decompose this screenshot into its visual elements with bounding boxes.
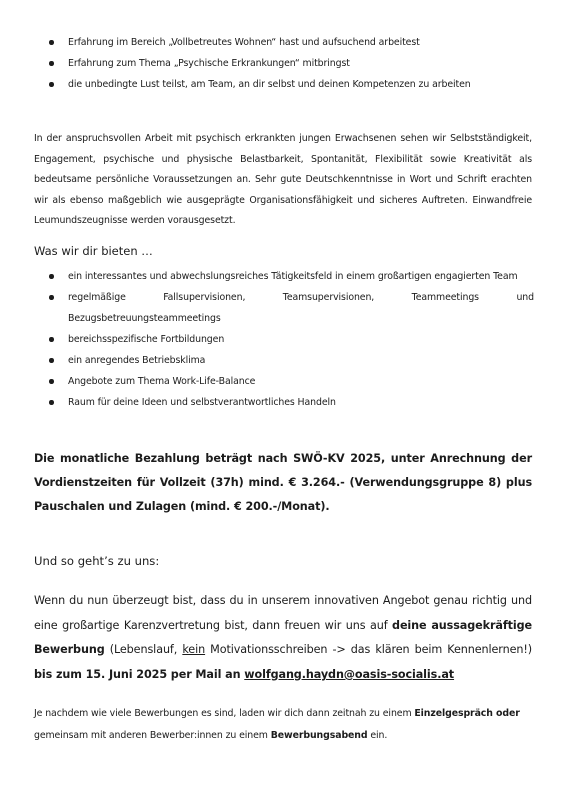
apply-heading: Und so geht’s zu uns: xyxy=(34,554,160,568)
list-item-text: Angebote zum Thema Work-Life-Balance xyxy=(68,376,256,387)
list-item-continuation xyxy=(34,308,534,329)
application-evening-highlight: Bewerbungsabend xyxy=(270,729,368,741)
application-highlight: deine aussagekräftige Bewerbung xyxy=(34,618,532,657)
list-item xyxy=(34,32,534,53)
list-item-text: regelmäßige Fallsupervisionen, Teamsupervisionen, Teammeetings und xyxy=(68,292,534,303)
salary-paragraph: Die monatliche Bezahlung beträgt nach SWÖ-KV 2025, unter Anrechnung der Vordienstzeiten für Vollzeit (37h) mind. € 3.264.- (Verwendungsgruppe 8) plus Pauschalen und Zulagen (mind. € 200.-/Monat). xyxy=(34,452,532,514)
interview-highlight: Einzelgespräch oder xyxy=(414,708,520,720)
bullet-icon xyxy=(49,400,54,405)
offer-list xyxy=(34,266,534,413)
list-item xyxy=(34,266,534,287)
underlined-word: kein xyxy=(182,643,206,657)
list-item-text: die unbedingte Lust teilst, am Team, an dir selbst und deinen Kompetenzen zu arbeiten xyxy=(68,79,471,90)
list-item xyxy=(34,287,534,308)
email-link[interactable]: wolfgang.haydn@oasis-socialis.at xyxy=(244,667,455,681)
list-item xyxy=(34,53,534,74)
list-item-text: Raum für deine Ideen und selbstverantwortliches Handeln xyxy=(68,397,336,408)
requirements-list xyxy=(34,32,534,95)
closing-paragraph: Je nachdem wie viele Bewerbungen es sind, laden wir dich dann zeitnah zu einem Einzelgespräch oder gemeinsam mit anderen Bewerber:innen zu einem Bewerbungsabend ein. xyxy=(34,708,520,741)
list-item-text: bereichsspezifische Fortbildungen xyxy=(68,334,225,345)
bullet-icon xyxy=(49,61,54,66)
apply-paragraph: Wenn du nun überzeugt bist, dass du in unserem innovativen Angebot genau richtig und eine großartige Karenzvertretung bist, dann freuen wir uns auf deine aussagekräftige Bewerbung (Lebenslauf, kein Motivationsschreiben -> das klären beim Kennenlernen!) bis zum 15. Juni 2025 per Mail an wolfgang.haydn@oasis-socialis.at xyxy=(34,594,533,681)
list-item xyxy=(34,350,534,371)
list-item-text: ein interessantes und abwechslungsreiches Tätigkeitsfeld in einem großartigen engagierten Team xyxy=(68,271,518,282)
offer-heading: Was wir dir bieten … xyxy=(34,244,153,258)
list-item-text: ein anregendes Betriebsklima xyxy=(68,355,206,366)
bullet-icon xyxy=(49,358,54,363)
intro-paragraph: In der anspruchsvollen Arbeit mit psychisch erkrankten jungen Erwachsenen sehen wir Selbstständigkeit, Engagement, psychische und physische Belastbarkeit, Spontanität, Flexibilität sowie Kreativität als bedeutsame persönliche Voraussetzungen an. Sehr gute Deutschkenntnisse in Wort und Schrift erachten wir als ebenso maßgeblich wie ausgeprägte Organisationsfähigkeit und sicheres Auftreten. Einwandfreie Leumundszeugnisse werden vorausgesetzt. xyxy=(34,133,532,227)
list-item-text: Erfahrung zum Thema „Psychische Erkrankungen“ mitbringst xyxy=(68,58,350,69)
list-item xyxy=(34,329,534,350)
bullet-icon xyxy=(49,40,54,45)
bullet-icon xyxy=(49,274,54,279)
list-item-text: Erfahrung im Bereich „Vollbetreutes Wohnen“ hast und aufsuchend arbeitest xyxy=(68,37,420,48)
bullet-icon xyxy=(49,379,54,384)
list-item-text: Bezugsbetreuungsteammeetings xyxy=(68,313,221,324)
bullet-icon xyxy=(49,337,54,342)
bullet-icon xyxy=(49,295,54,300)
list-item xyxy=(34,371,534,392)
deadline-text: bis zum 15. Juni 2025 per Mail an xyxy=(34,667,245,681)
list-item xyxy=(34,74,534,95)
bullet-icon xyxy=(49,82,54,87)
list-item xyxy=(34,392,534,413)
